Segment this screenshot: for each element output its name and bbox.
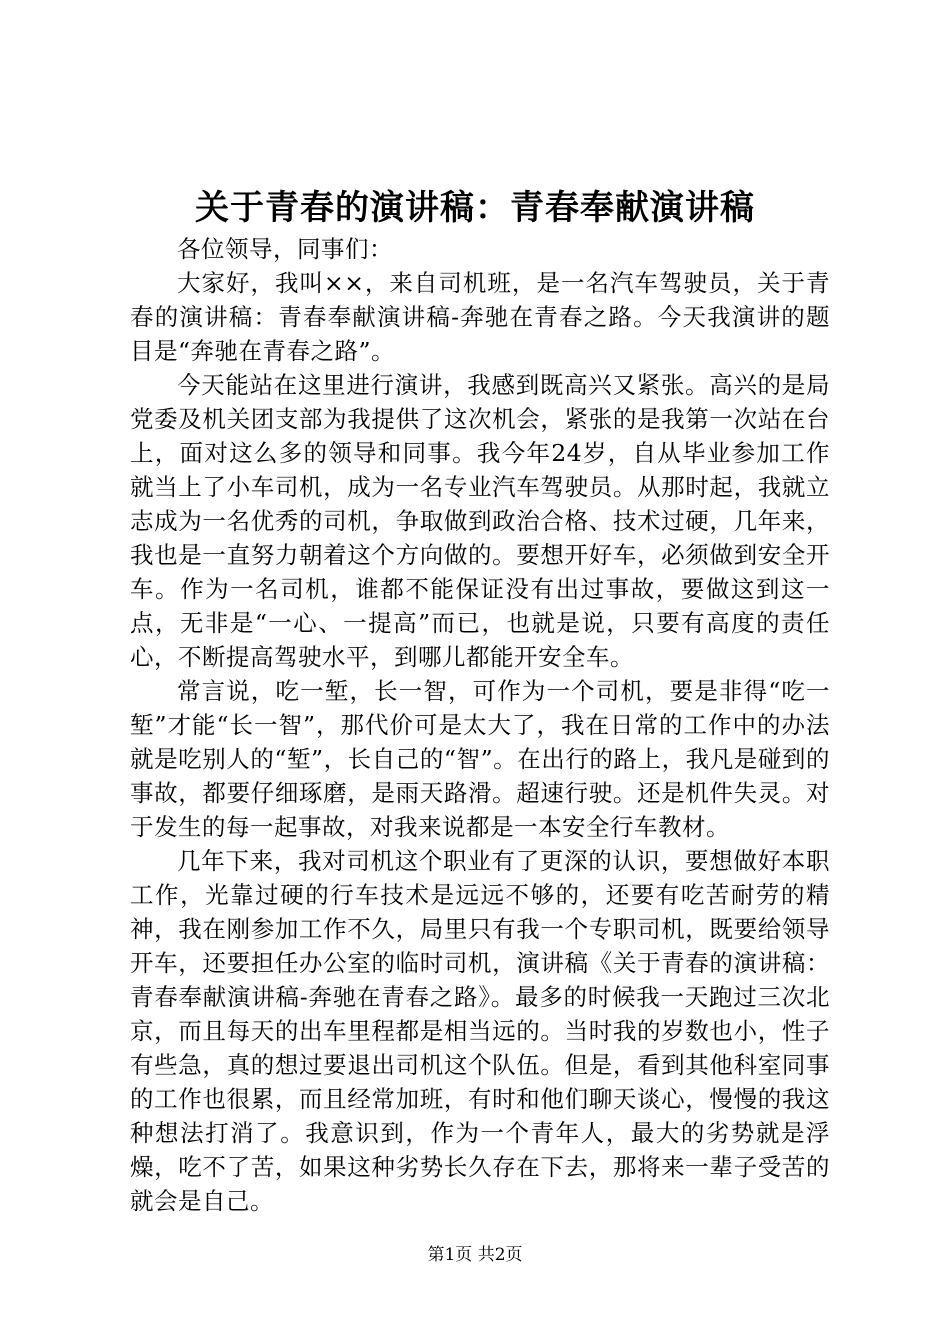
paragraph: 几年下来，我对司机这个职业有了更深的认识，要想做好本职工作，光靠过硬的行车技术是远远不够的，还要有吃苦耐劳的精神，我在刚参加工作不久，局里只有我一个专职司机，既要给领导开车，还要担任办公室的临时司机，演讲稿《关于青春的演讲稿：青春奉献演讲稿-奔驰在青春之路》。最多的时候我一天跑过三次北京，而且每天的出车里程都是相当远的。当时我的岁数也小，性子有些急，真的想过要退出司机这个队伍。但是，看到其他科室同事的工作也很累，而且经常加班，有时和他们聊天谈心，慢慢的我这种想法打消了。我意识到，作为一个青年人，最大的劣势就是浮燥，吃不了苦，如果这种劣势长久存在下去，那将来一辈子受苦的就会是自己。	[130, 847, 830, 1215]
document-body	[130, 232, 830, 1218]
paragraph: 今天能站在这里进行演讲，我感到既高兴又紧张。高兴的是局党委及机关团支部为我提供了这次机会，紧张的是我第一次站在台上，面对这么多的领导和同事。我今年24岁，自从毕业参加工作就当上了小车司机，成为一名专业汽车驾驶员。从那时起，我就立志成为一名优秀的司机，争取做到政治合格、技术过硬，几年来，我也是一直努力朝着这个方向做的。要想开好车，必须做到安全开车。作为一名司机，谁都不能保证没有出过事故，要做这到这一点，无非是“一心、一提高”而已，也就是说，只要有高度的责任心，不断提高驾驶水平，到哪儿都能开安全车。	[130, 371, 830, 671]
document-title: 关于青春的演讲稿：青春奉献演讲稿	[195, 188, 755, 228]
page-number-footer: 第1页 共2页	[427, 1245, 523, 1265]
paragraph-salutation: 各位领导，同事们：	[177, 235, 393, 263]
paragraph: 大家好，我叫××，来自司机班，是一名汽车驾驶员，关于青春的演讲稿：青春奉献演讲稿-奔驰在青春之路。今天我演讲的题目是“奔驰在青春之路”。	[130, 269, 830, 365]
paragraph: 常言说，吃一堑，长一智，可作为一个司机，要是非得“吃一堑”才能“长一智”，那代价可是太大了，我在日常的工作中的办法就是吃别人的“堑”，长自己的“智”。在出行的路上，我凡是碰到的事故，都要仔细琢磨，是雨天路滑。超速行驶。还是机件失灵。对于发生的每一起事故，对我来说都是一本安全行车教材。	[130, 677, 830, 841]
